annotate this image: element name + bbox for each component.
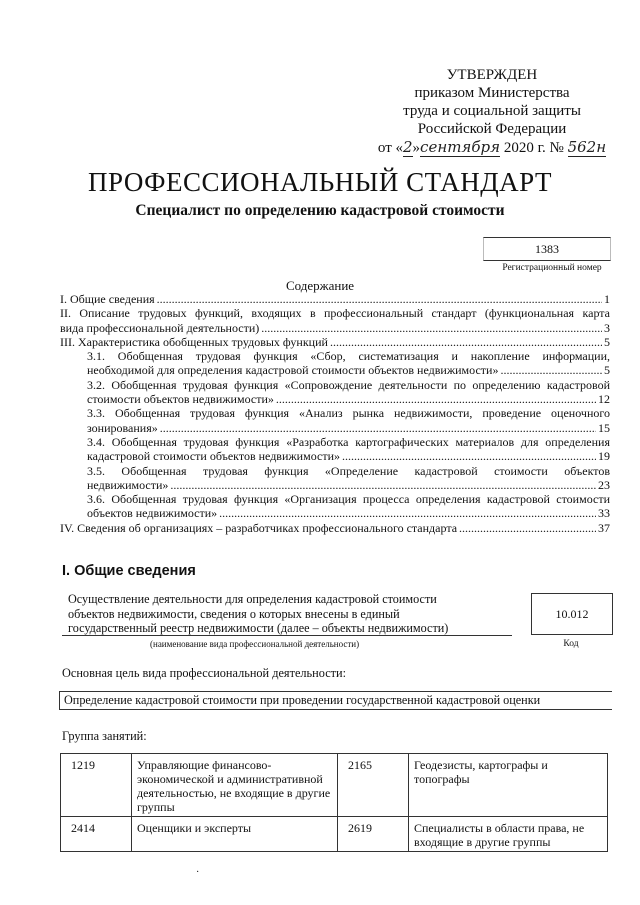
- date-year: 2020 г. №: [500, 140, 568, 156]
- date-month: сентября: [420, 138, 501, 156]
- group-name: Управляющие финансово-экономической и административной деятельностью, не входящие в другие группы: [132, 754, 338, 817]
- table-of-contents: [60, 292, 610, 535]
- group-code: 2414: [61, 817, 132, 852]
- section-heading: I. Общие сведения: [62, 563, 196, 579]
- toc-entry[interactable]: II. Описание трудовых функций, входящих в профессиональный стандарт (функциональная карта вида профессиональной деятельности) ..... 3: [60, 306, 610, 335]
- activity-name: Осуществление деятельности для определения кадастровой стоимости объектов недвижимости, сведения о которых внесены в единый государственный реестр недвижимости (далее – объекты недвижимости): [68, 592, 449, 635]
- table-row: [61, 754, 608, 817]
- toc-entry[interactable]: 3.2. Обобщенная трудовая функция «Сопровождение деятельности по определению кадастровой стоимости объектов недвижимости» ..... 12: [60, 378, 610, 407]
- order-number: 562н: [567, 138, 607, 156]
- goal-box: Определение кадастровой стоимости при проведении государственной кадастровой оценки: [59, 691, 612, 710]
- toc-entry[interactable]: 3.5. Обобщенная трудовая функция «Определение кадастровой стоимости объектов недвижимости» ..... 23: [60, 464, 610, 493]
- toc-entry[interactable]: 3.4. Обобщенная трудовая функция «Разработка картографических материалов для определения кадастровой стоимости объектов недвижимости» ..... 19: [60, 435, 610, 464]
- registration-number-box: 1383: [483, 237, 611, 261]
- toc-entry[interactable]: IV. Сведения об организациях – разработчиках профессионального стандарта ..... 37: [60, 521, 610, 535]
- group-name: Оценщики и эксперты: [132, 817, 338, 852]
- date-day-suffix: »: [412, 140, 421, 156]
- date-day: 2: [403, 138, 413, 156]
- approval-order-line: приказом Министерства: [414, 85, 570, 101]
- group-name: Специалисты в области права, не входящие в другие группы: [409, 817, 608, 852]
- toc-entry[interactable]: 3.6. Обобщенная трудовая функция «Организация процесса определения кадастровой стоимости объектов недвижимости» ..... 33: [60, 492, 610, 521]
- group-label: Группа занятий:: [62, 729, 147, 743]
- activity-underline: [62, 635, 512, 636]
- table-row: [61, 817, 608, 852]
- toc-title: Содержание: [285, 278, 355, 293]
- activity-code-box: 10.012: [531, 593, 613, 635]
- activity-code-caption: Код: [563, 639, 579, 649]
- toc-entry[interactable]: I. Общие сведения ..... 1: [60, 292, 610, 306]
- approval-country-line: Российской Федерации: [417, 121, 567, 137]
- page-subtitle: Специалист по определению кадастровой стоимости: [135, 202, 505, 219]
- approval-date-line: [372, 138, 612, 157]
- group-code: 2619: [338, 817, 409, 852]
- occupation-groups-table: [60, 753, 608, 852]
- goal-label: Основная цель вида профессиональной деятельности:: [62, 666, 347, 680]
- group-name: Геодезисты, картографы и топографы: [409, 754, 608, 817]
- toc-entry[interactable]: 3.1. Обобщенная трудовая функция «Сбор, систематизация и накопление информации, необходимой для определения кадастровой стоимости объектов недвижимости» ..... 5: [60, 349, 610, 378]
- toc-entry[interactable]: 3.3. Обобщенная трудовая функция «Анализ рынка недвижимости, проведение оценочного зонирования» ..... 15: [60, 406, 610, 435]
- activity-caption: (наименование вида профессиональной деятельности): [150, 639, 360, 649]
- date-prefix: от «: [377, 140, 403, 156]
- page-title: ПРОФЕССИОНАЛЬНЫЙ СТАНДАРТ: [87, 167, 553, 197]
- scan-dot: ·: [196, 867, 200, 878]
- approval-ministry-line: труда и социальной защиты: [403, 103, 581, 119]
- registration-number-label: Регистрационный номер: [502, 263, 602, 273]
- group-code: 1219: [61, 754, 132, 817]
- toc-entry[interactable]: III. Характеристика обобщенных трудовых функций ..... 5: [60, 335, 610, 349]
- approval-title: УТВЕРЖДЕН: [446, 67, 538, 83]
- approval-block: [372, 66, 612, 157]
- group-code: 2165: [338, 754, 409, 817]
